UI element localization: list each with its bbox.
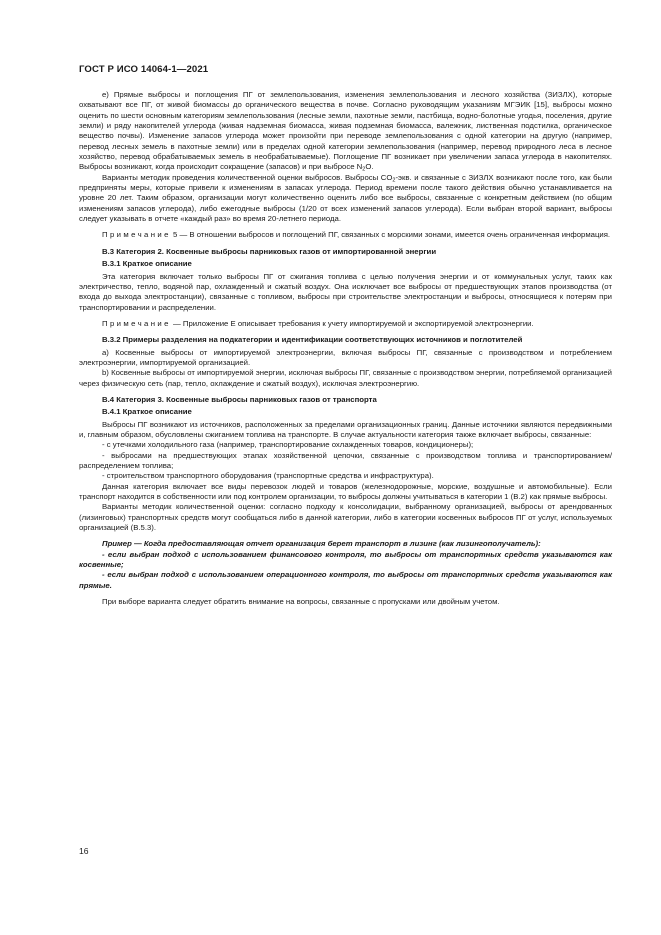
paragraph-e-end: O. [365, 162, 374, 172]
list-item: - с утечками холодильного газа (например, транспортирование охлажденных товаров, кондиционеры); [102, 440, 474, 450]
section-b31-title: B.3.1 Краткое описание [102, 259, 192, 269]
document-body [79, 90, 612, 607]
section-b41-paragraph-2: Данная категория включает все виды перевозок людей и товаров (железнодорожные, морские, воздушные и автомобильные). Если транспорт находится в собственности или под контролем организации, то выбросы должны учитываться в категории 1 (B.2) как прямые выбросы. [79, 481, 612, 502]
paragraph-variants [79, 173, 612, 225]
example-item: - если выбран подход с использованием операционного контроля, то выбросы от транспортных средств указываются как прямые. [79, 570, 612, 590]
note-text: 5 — В отношении выбросов и поглощений ПГ, связанных с морскими зонами, имеется очень ограниченная информация. [170, 230, 611, 240]
list-item-b: b) Косвенные выбросы от импортируемой энергии, исключая выбросы ПГ, связанные с производством энергии, потребляемой организацией через физическую сеть (пар, тепло, охлаждение и сжатый воздух), исключая электроэнергию. [79, 368, 612, 388]
section-b3-title: B.3 Категория 2. Косвенные выбросы парниковых газов от импортированной энергии [102, 246, 437, 256]
list-item: - строительством транспортного оборудования (транспортные средства и инфраструктура). [102, 471, 434, 481]
section-b41-paragraph-1: Выбросы ПГ возникают из источников, расположенных за пределами организационных границ. Данные источники являются передвижными и, главным образом, обусловлены сжиганием топлива на транспорте. В случае актуальности категория также включает выбросы, связанные: [79, 419, 612, 439]
final-paragraph: При выборе варианта следует обратить внимание на вопросы, связанные с пропусками или двойным учетом. [102, 597, 500, 607]
note-e [79, 319, 612, 329]
section-b32-title: B.3.2 Примеры разделения на подкатегории и идентификации соответствующих источников и поглотителей [102, 335, 523, 345]
document-header: ГОСТ Р ИСО 14064-1—2021 [79, 64, 209, 75]
section-b41-paragraph-3: Варианты методик количественной оценки: согласно подходу к консолидации, выбранному организацией, выбросы от арендованных (лизинговых) транспортных средств могут сообщаться либо в данной категории, либо в категории косвенных выбросов ПГ от услуг, используемых организацией (B.5.3). [79, 502, 612, 533]
paragraph-e [79, 90, 612, 173]
section-b4-title: B.4 Категория 3. Косвенные выбросы парниковых газов от транспорта [102, 394, 377, 404]
section-b31-paragraph: Эта категория включает только выбросы ПГ от сжигания топлива с целью получения энергии и от коммунальных услуг, таких как электричество, тепло, водяной пар, охлажденный и сжатый воздух. Она исключает все выбросы от предшествующих этапов производства (от входа до выхода электростанции), связанные с топливом, выбросы при строительстве электростанции и выбросы, относящиеся к потерям при транспортировании и распределении. [79, 271, 612, 312]
example-intro: Пример — Когда предоставляющая отчет организация берет транспорт в лизинг (как лизингополучатель): [102, 539, 541, 549]
note-5 [79, 230, 612, 240]
subscript: 2 [392, 177, 396, 184]
subscript: 2 [362, 166, 366, 173]
note-label: Примечание [102, 230, 171, 240]
paragraph-variants-start: Варианты методик проведения количественной оценки выбросов. Выбросы CO [102, 172, 393, 182]
page-number: 16 [79, 846, 89, 856]
paragraph-variants-end: -экв. и связанные с ЗИЗЛХ возникают после того, как были предприняты меры, которые привели к изменениям в запасах углерода. Период времени после такого действия обычно устанавливается на уровне 20 лет. Таким образом, организации могут количественно оценить либо все выбросы, связанные с конкретным действием (по общим изменениям запасов углерода), либо ежегодные выбросы (1/20 от всех изменений запасов углерода). Если выбран второй вариант, выбросы следует указывать в отчете «каждый раз» во время 20-летнего периода. [79, 172, 612, 224]
list-item: - выбросами на предшествующих этапах хозяйственной цепочки, связанные с производством топлива и транспортированием/распределением топлива; [79, 450, 612, 470]
paragraph-e-text: e) Прямые выбросы и поглощения ПГ от землепользования, изменения землепользования и лесного хозяйства (ЗИЗЛХ), которые охватывают все ПГ, от живой биомассы до органического вещества в почве. Согласно руководящим указаниям МГЭИК [15], выбросы можно оценить по шести основным категориям землепользования (лесные земли, пахотные земли, пастбища, водно-болотные угодья, поселения, другие земли) и ряду накопителей углерода (живая надземная биомасса, живая подземная биомасса, валежник, лиственная подстилка, органическое вещество почвы). Изменение запасов углерода может произойти при переводе землепользования с одной категории на другую (например, перевод лесных земель в пахотные земли) или в пределах одной категории землепользования (например, перевод природного леса в лесное хозяйство, перевод обрабатываемых земель в необрабатываемые). Поглощение ПГ возникает при увеличении запаса углерода в накопителях. Выбросы возникают, когда происходит сокращение (запасов) и при выбросе N [79, 90, 612, 172]
list-item-a: a) Косвенные выбросы от импортируемой электроэнергии, включая выбросы ПГ, связанные с производством и потреблением электроэнергии, импортируемой организацией. [79, 347, 612, 367]
note-label: Примечание [102, 318, 171, 328]
example-item: - если выбран подход с использованием финансового контроля, то выбросы от транспортных средств указываются как косвенные; [79, 549, 612, 570]
section-b41-title: B.4.1 Краткое описание [102, 407, 192, 417]
note-text: — Приложение E описывает требования к учету импортируемой и экспортируемой электроэнергии. [170, 318, 534, 328]
